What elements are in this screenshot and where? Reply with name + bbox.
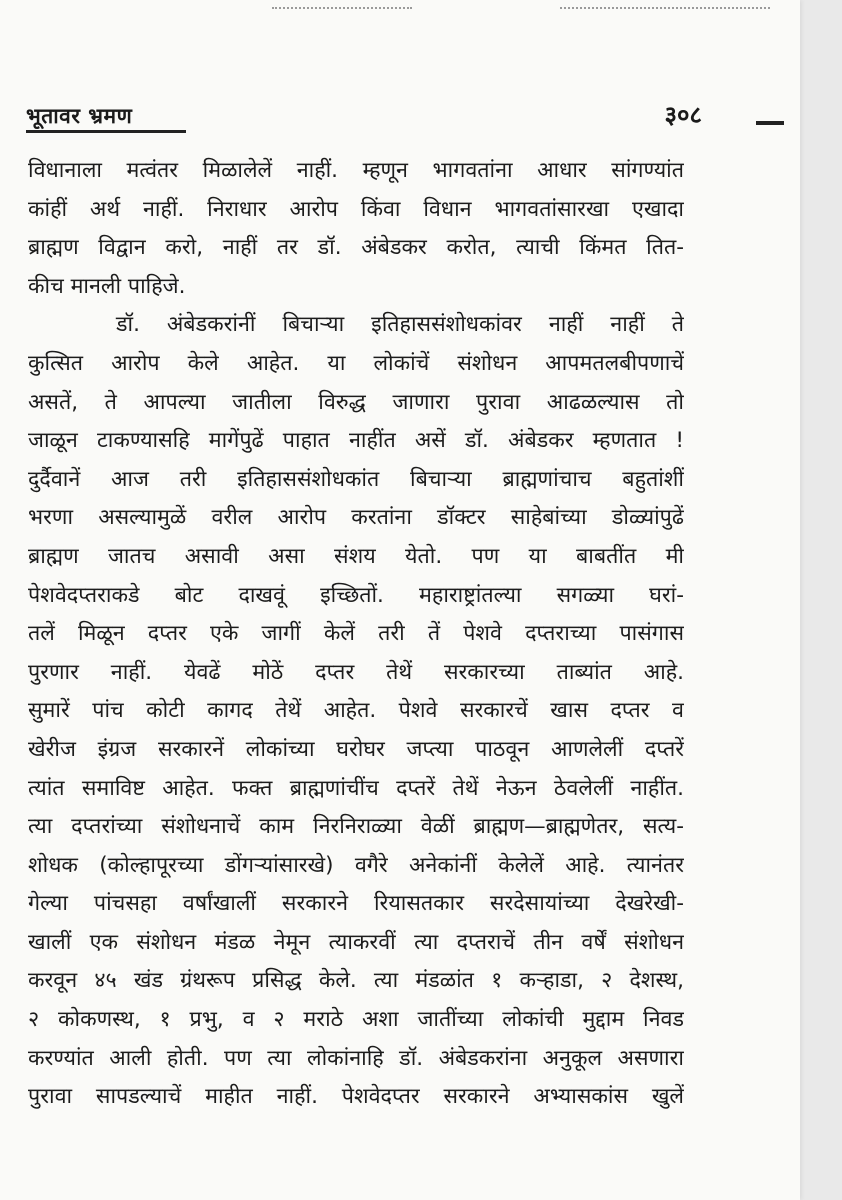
text-line: सुमारें पांच कोटी कागद तेथें आहेत. पेशवे सरकारचें खास दप्तर व [28, 698, 684, 724]
text-line: गेल्या पांचसहा वर्षांखालीं सरकारने रियासतकार सरदेसायांच्या देखरेखी- [28, 891, 684, 917]
text-line: पुरावा सापडल्याचें माहीत नाहीं. पेशवेदप्तर सरकारने अभ्यासकांस खुलें [28, 1084, 684, 1110]
text-line: पेशवेदप्तराकडे बोट दाखवूं इच्छितों. महाराष्ट्रांतल्या सगळ्या घरां- [28, 582, 684, 608]
text-line: ब्राह्मण जातच असावी असा संशय येतो. पण या बाबतींत मी [28, 543, 684, 569]
running-title: भूतावर भ्रमण [26, 104, 133, 128]
text-line: भरणा असल्यामुळें वरील आरोप करतांना डॉक्टर साहेबांच्या डोळ्यांपुढें [28, 505, 684, 531]
text-line: २ कोकणस्थ, १ प्रभु, व २ मराठे अशा जातींच्या लोकांची मुद्दाम निवड [28, 1007, 684, 1033]
text-line: विधानाला मत्वंतर मिळालेलें नाहीं. म्हणून भागवतांना आधार सांगण्यांत [28, 158, 684, 183]
text-line: दुर्दैवानें आज तरी इतिहाससंशोधकांत बिचाऱ्या ब्राह्मणांचाच बहुतांशीं [28, 466, 684, 492]
text-line: खालीं एक संशोधन मंडळ नेमून त्याकरवीं त्या दप्तराचें तीन वर्षें संशोधन [28, 929, 684, 955]
text-line: जाळून टाकण्यासहि मागेंपुढें पाहात नाहींत असें डॉ. अंबेडकर म्हणतात ! [28, 428, 684, 454]
text-line: कांहीं अर्थ नाहीं. निराधार आरोप किंवा विधान भागवतांसारखा एखादा [28, 196, 684, 222]
text-line: असतें, ते आपल्या जातीला विरुद्ध जाणारा पुरावा आढळल्यास तो [28, 389, 684, 415]
text-line: त्या दप्तरांच्या संशोधनाचें काम निरनिराळ्या वेळीं ब्राह्मण—ब्राह्मणेतर, सत्य- [28, 814, 684, 840]
text-line: पुरणार नाहीं. येवढें मोठें दप्तर तेथें सरकारच्या ताब्यांत आहे. [28, 659, 684, 685]
text-line: तलें मिळून दप्तर एके जागीं केलें तरी तें पेशवे दप्तराच्या पासंगास [28, 621, 684, 647]
previous-page-edge [0, 0, 800, 14]
text-line: खेरीज इंग्रज सरकारनें लोकांच्या घरोघर जप्त्या पाठवून आणलेलीं दप्तरें [28, 736, 684, 762]
text-line: ब्राह्मण विद्वान करो, नाहीं तर डॉ. अंबेडकर करोत, त्याची किंमत तित- [28, 235, 684, 261]
text-line: त्यांत समाविष्ट आहेत. फक्त ब्राह्मणांचींच दप्तरें तेथें नेऊन ठेवलेलीं नाहींत. [28, 775, 684, 801]
text-line: करण्यांत आली होती. पण त्या लोकांनाहि डॉ. अंबेडकरांना अनुकूल असणारा [28, 1045, 684, 1071]
margin-mark [756, 121, 784, 125]
text-line: शोधक (कोल्हापूरच्या डोंगऱ्यांसारखे) वगैरे अनेकांनीं केलेलें आहे. त्यानंतर [28, 852, 684, 878]
page-number: ३०८ [664, 101, 702, 129]
text-line: कुत्सित आरोप केले आहेत. या लोकांचें संशोधन आपमतलबीपणाचें [28, 350, 684, 376]
header-rule [26, 130, 186, 133]
edge-fragment [560, 0, 770, 9]
edge-fragment [272, 0, 412, 9]
text-line: डॉ. अंबेडकरांनीं बिचाऱ्या इतिहाससंशोधकांवर नाहीं नाहीं ते [116, 312, 684, 338]
page-header [26, 96, 782, 136]
body-text [28, 152, 684, 1117]
text-line: करवून ४५ खंड ग्रंथरूप प्रसिद्ध केले. त्या मंडळांत १ कऱ्हाडा, २ देशस्थ, [28, 968, 684, 994]
text-line: कीच मानली पाहिजे. [28, 273, 186, 299]
